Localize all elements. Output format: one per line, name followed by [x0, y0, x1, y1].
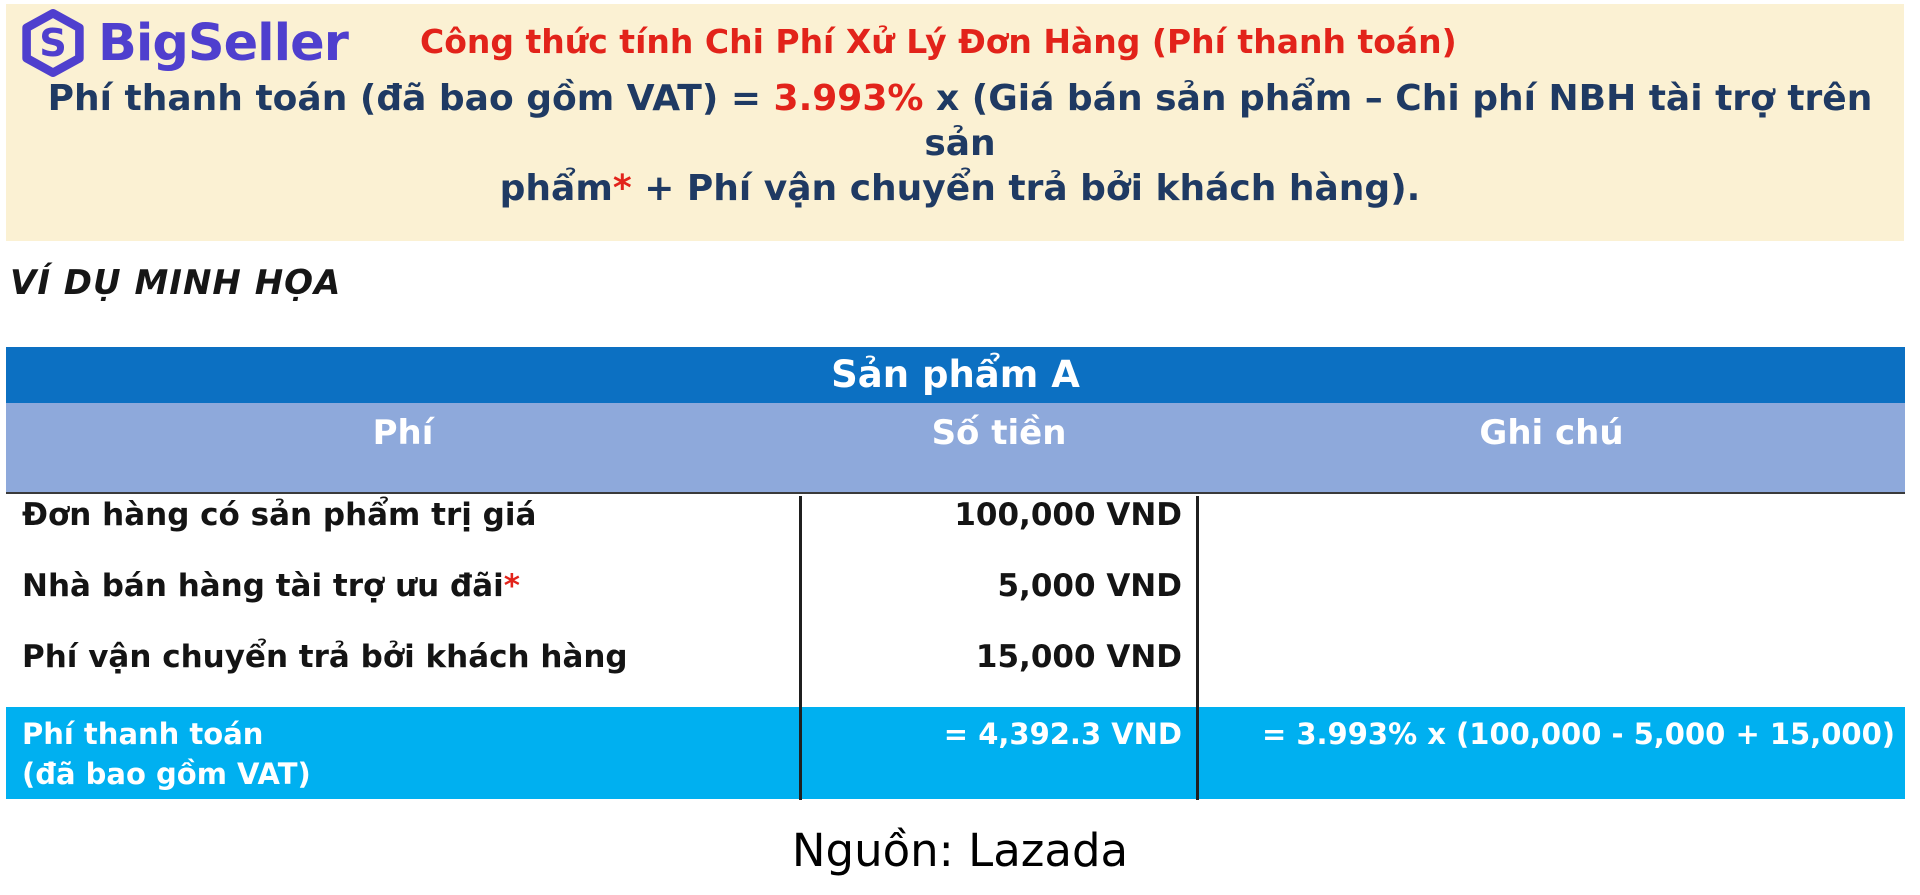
- fee-note: [1198, 636, 1905, 707]
- table-body: [6, 494, 1905, 707]
- bigseller-logo: [20, 8, 348, 78]
- table-title: Sản phẩm A: [6, 347, 1905, 403]
- fee-label: Đơn hàng có sản phẩm trị giá: [22, 497, 537, 533]
- fee-formula: [18, 76, 1902, 211]
- fee-table: [6, 347, 1905, 799]
- svg-text:S: S: [39, 21, 67, 67]
- column-header-amount: Số tiền: [931, 413, 1067, 453]
- total-label: [6, 707, 800, 799]
- total-note: = 3.993% x (100,000 - 5,000 + 15,000): [1261, 717, 1895, 751]
- total-label-line-1: Phí thanh toán: [22, 717, 264, 751]
- table-row: [6, 494, 1905, 565]
- total-row: [6, 707, 1905, 799]
- column-divider-2: [1196, 496, 1199, 800]
- fee-note: [1198, 565, 1905, 636]
- fee-label: Nhà bán hàng tài trợ ưu đãi*: [22, 568, 520, 604]
- column-divider-1: [799, 496, 802, 800]
- banner-title: Công thức tính Chi Phí Xử Lý Đơn Hàng (Phí thanh toán): [420, 22, 1457, 61]
- table-row: [6, 565, 1905, 636]
- column-header-note: Ghi chú: [1479, 413, 1624, 453]
- fee-note: [1198, 494, 1905, 565]
- total-amount: = 4,392.3 VND: [943, 717, 1182, 751]
- total-label-line-2: (đã bao gồm VAT): [22, 757, 311, 791]
- table-row: [6, 636, 1905, 707]
- brand-name: BigSeller: [98, 13, 348, 73]
- table-column-headers: [6, 403, 1905, 494]
- fee-amount: 100,000 VND: [954, 497, 1182, 533]
- bigseller-hexagon-icon: [20, 8, 86, 78]
- fee-amount: 5,000 VND: [997, 568, 1182, 604]
- formula-line-1: Phí thanh toán (đã bao gồm VAT) = 3.993% x (Giá bán sản phẩm – Chi phí NBH tài trợ trên sản: [47, 78, 1873, 164]
- rate-value: 3.993%: [773, 78, 924, 119]
- footnote-asterisk: *: [612, 168, 632, 209]
- formula-banner: [6, 4, 1904, 241]
- fee-label: Phí vận chuyển trả bởi khách hàng: [22, 639, 628, 675]
- example-section-title: VÍ DỤ MINH HỌA: [10, 263, 342, 303]
- formula-line-2: phẩm* + Phí vận chuyển trả bởi khách hàng).: [499, 168, 1421, 209]
- column-header-fee: Phí: [372, 413, 434, 453]
- row-asterisk: *: [503, 568, 520, 604]
- fee-amount: 15,000 VND: [975, 639, 1182, 675]
- source-caption: Nguồn: Lazada: [791, 824, 1129, 877]
